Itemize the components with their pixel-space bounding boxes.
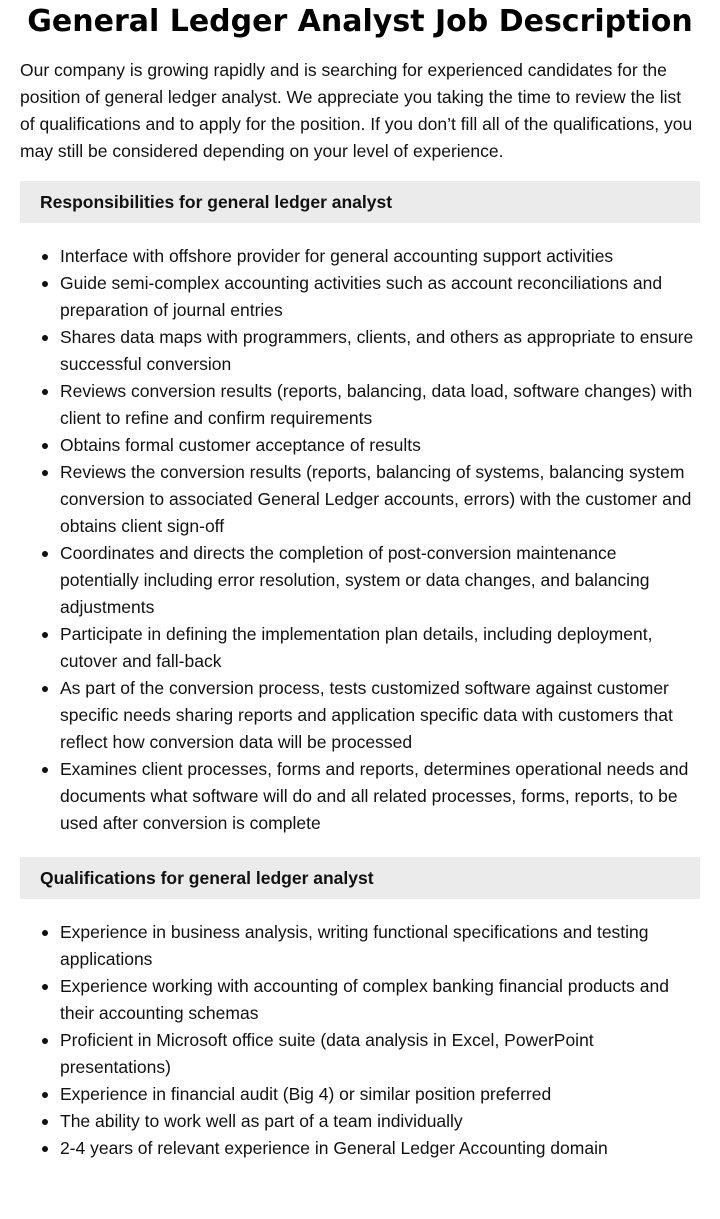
list-item: Examines client processes, forms and reports, determines operational needs and documents what software will do and all related processes, forms, reports, to be used after conversion is complete (20, 756, 700, 837)
list-item: Guide semi-complex accounting activities such as account reconciliations and preparation of journal entries (20, 270, 700, 324)
list-item: Experience in financial audit (Big 4) or similar position preferred (20, 1081, 700, 1108)
responsibilities-list (20, 243, 700, 837)
intro-paragraph: Our company is growing rapidly and is searching for experienced candidates for the position of general ledger analyst. We appreciate you taking the time to review the list of qualifications and to apply for the position. If you don’t fill all of the qualifications, you may still be considered depending on your level of experience. (20, 60, 693, 161)
list-item: Experience in business analysis, writing functional specifications and testing applications (20, 919, 700, 973)
list-item: Reviews the conversion results (reports, balancing of systems, balancing system conversion to associated General Ledger accounts, errors) with the customer and obtains client sign-off (20, 459, 700, 540)
page-title: General Ledger Analyst Job Description (27, 4, 693, 39)
list-item: Experience working with accounting of complex banking financial products and their accounting schemas (20, 973, 700, 1027)
list-item: Proficient in Microsoft office suite (data analysis in Excel, PowerPoint presentations) (20, 1027, 700, 1081)
qualifications-list (20, 919, 700, 1162)
list-item: Reviews conversion results (reports, balancing, data load, software changes) with client to refine and confirm requirements (20, 378, 700, 432)
list-item: Shares data maps with programmers, clients, and others as appropriate to ensure successful conversion (20, 324, 700, 378)
list-item: As part of the conversion process, tests customized software against customer specific needs sharing reports and application specific data with customers that reflect how conversion data will be processed (20, 675, 700, 756)
responsibilities-heading: Responsibilities for general ledger analyst (20, 181, 700, 223)
job-description-page (0, 2, 720, 1162)
list-item: 2-4 years of relevant experience in General Ledger Accounting domain (20, 1135, 700, 1162)
list-item: Participate in defining the implementation plan details, including deployment, cutover and fall-back (20, 621, 700, 675)
list-item: Coordinates and directs the completion of post-conversion maintenance potentially including error resolution, system or data changes, and balancing adjustments (20, 540, 700, 621)
list-item: The ability to work well as part of a team individually (20, 1108, 700, 1135)
list-item: Interface with offshore provider for general accounting support activities (20, 243, 700, 270)
qualifications-heading: Qualifications for general ledger analyst (20, 857, 700, 899)
list-item: Obtains formal customer acceptance of results (20, 432, 700, 459)
